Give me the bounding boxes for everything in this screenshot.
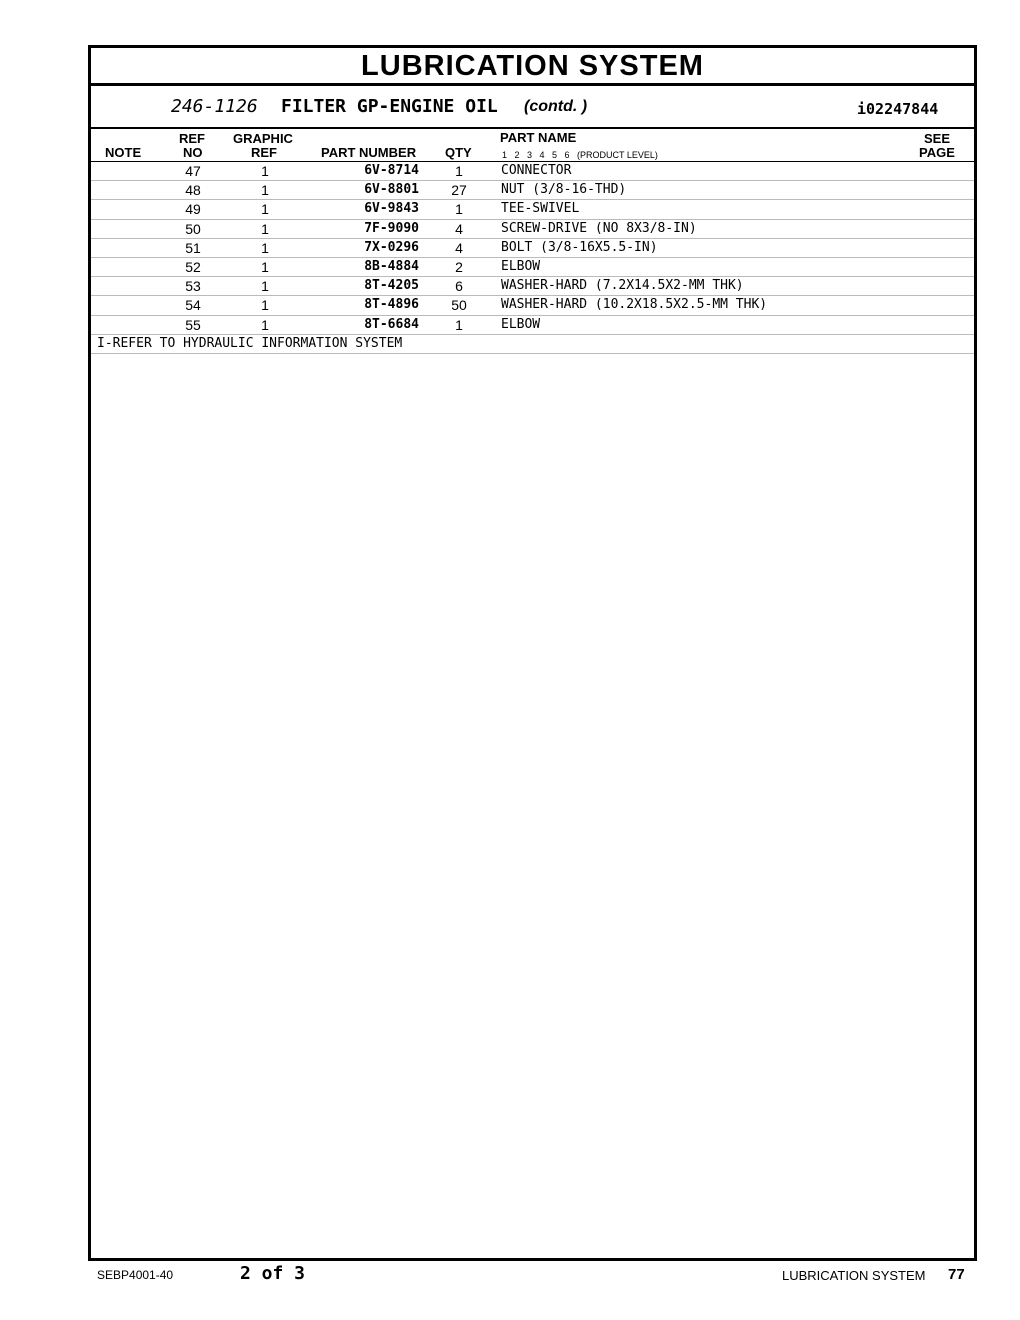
parts-table bbox=[91, 162, 974, 354]
quantity: 50 bbox=[451, 297, 467, 314]
graphic-ref: 1 bbox=[261, 163, 269, 179]
ref-number: 54 bbox=[185, 297, 201, 314]
group-id: i02247844 bbox=[857, 100, 939, 118]
table-row bbox=[91, 277, 974, 296]
ref-number: 50 bbox=[185, 220, 201, 237]
header-ref-no: NO bbox=[183, 145, 203, 160]
part-name: ELBOW bbox=[501, 316, 541, 332]
graphic-ref: 1 bbox=[261, 316, 269, 333]
part-name: NUT (3/8-16-THD) bbox=[501, 182, 627, 198]
part-number: 6V-9843 bbox=[364, 201, 419, 217]
quantity: 1 bbox=[455, 163, 463, 179]
part-name: ELBOW bbox=[501, 258, 541, 274]
graphic-ref: 1 bbox=[261, 182, 269, 199]
graphic-ref: 1 bbox=[261, 278, 269, 295]
header-see-top: SEE bbox=[924, 131, 951, 146]
ref-number: 52 bbox=[185, 258, 201, 275]
header-qty: QTY bbox=[445, 145, 472, 160]
table-row bbox=[91, 181, 974, 200]
quantity: 27 bbox=[451, 182, 467, 199]
note-text: I-REFER TO HYDRAULIC INFORMATION SYSTEM bbox=[97, 335, 403, 351]
header-see-page: PAGE bbox=[919, 145, 955, 160]
part-number: 7F-9090 bbox=[364, 220, 419, 236]
header-part-number: PART NUMBER bbox=[321, 145, 417, 160]
group-header bbox=[91, 86, 974, 129]
header-graphic-top: GRAPHIC bbox=[233, 131, 293, 146]
part-number: 8T-4205 bbox=[364, 278, 419, 294]
note-row bbox=[91, 335, 974, 354]
column-headers bbox=[91, 129, 974, 162]
page-of-count: 2 of 3 bbox=[240, 1263, 306, 1284]
part-number: 8T-6684 bbox=[364, 316, 419, 332]
ref-number: 55 bbox=[185, 316, 201, 333]
quantity: 4 bbox=[455, 239, 463, 256]
ref-number: 49 bbox=[185, 201, 201, 218]
graphic-ref: 1 bbox=[261, 258, 269, 275]
part-name: WASHER-HARD (7.2X14.5X2-MM THK) bbox=[501, 278, 744, 294]
part-name: TEE-SWIVEL bbox=[501, 201, 580, 217]
part-number: 8T-4896 bbox=[364, 297, 419, 313]
graphic-ref: 1 bbox=[261, 220, 269, 237]
group-number: 246-1126 bbox=[171, 96, 258, 117]
graphic-ref: 1 bbox=[261, 297, 269, 314]
table-row bbox=[91, 200, 974, 219]
header-ref-top: REF bbox=[179, 131, 205, 146]
group-contd: (contd. ) bbox=[524, 98, 588, 115]
table-row bbox=[91, 239, 974, 258]
graphic-ref: 1 bbox=[261, 201, 269, 218]
header-note: NOTE bbox=[105, 145, 142, 160]
header-part-name: PART NAME bbox=[500, 130, 577, 145]
ref-number: 51 bbox=[185, 239, 201, 256]
table-row bbox=[91, 162, 974, 181]
part-name: CONNECTOR bbox=[501, 163, 572, 178]
ref-number: 48 bbox=[185, 182, 201, 199]
part-name: SCREW-DRIVE (NO 8X3/8-IN) bbox=[501, 220, 697, 236]
quantity: 2 bbox=[455, 258, 463, 275]
quantity: 1 bbox=[455, 316, 463, 333]
table-row bbox=[91, 296, 974, 315]
table-row bbox=[91, 258, 974, 277]
header-graphic-ref: REF bbox=[251, 145, 277, 160]
graphic-ref: 1 bbox=[261, 239, 269, 256]
table-row bbox=[91, 220, 974, 239]
part-number: 6V-8801 bbox=[364, 182, 419, 198]
group-name: FILTER GP-ENGINE OIL bbox=[281, 96, 498, 117]
document-number: SEBP4001-40 bbox=[97, 1268, 174, 1282]
header-product-levels: 1 2 3 4 5 6 (PRODUCT LEVEL) bbox=[502, 150, 658, 160]
parts-page-frame bbox=[88, 45, 977, 1261]
quantity: 4 bbox=[455, 220, 463, 237]
footer-section-title: LUBRICATION SYSTEM bbox=[782, 1268, 926, 1283]
part-number: 7X-0296 bbox=[364, 239, 419, 255]
part-number: 8B-4884 bbox=[364, 258, 419, 274]
page-title: LUBRICATION SYSTEM bbox=[91, 48, 974, 86]
page-footer bbox=[0, 1262, 1020, 1292]
ref-number: 47 bbox=[185, 163, 201, 179]
page-number: 77 bbox=[948, 1266, 965, 1283]
part-number: 6V-8714 bbox=[364, 163, 419, 178]
part-name: BOLT (3/8-16X5.5-IN) bbox=[501, 239, 658, 255]
quantity: 6 bbox=[455, 278, 463, 295]
part-name: WASHER-HARD (10.2X18.5X2.5-MM THK) bbox=[501, 297, 768, 313]
quantity: 1 bbox=[455, 201, 463, 218]
table-row bbox=[91, 316, 974, 335]
ref-number: 53 bbox=[185, 278, 201, 295]
